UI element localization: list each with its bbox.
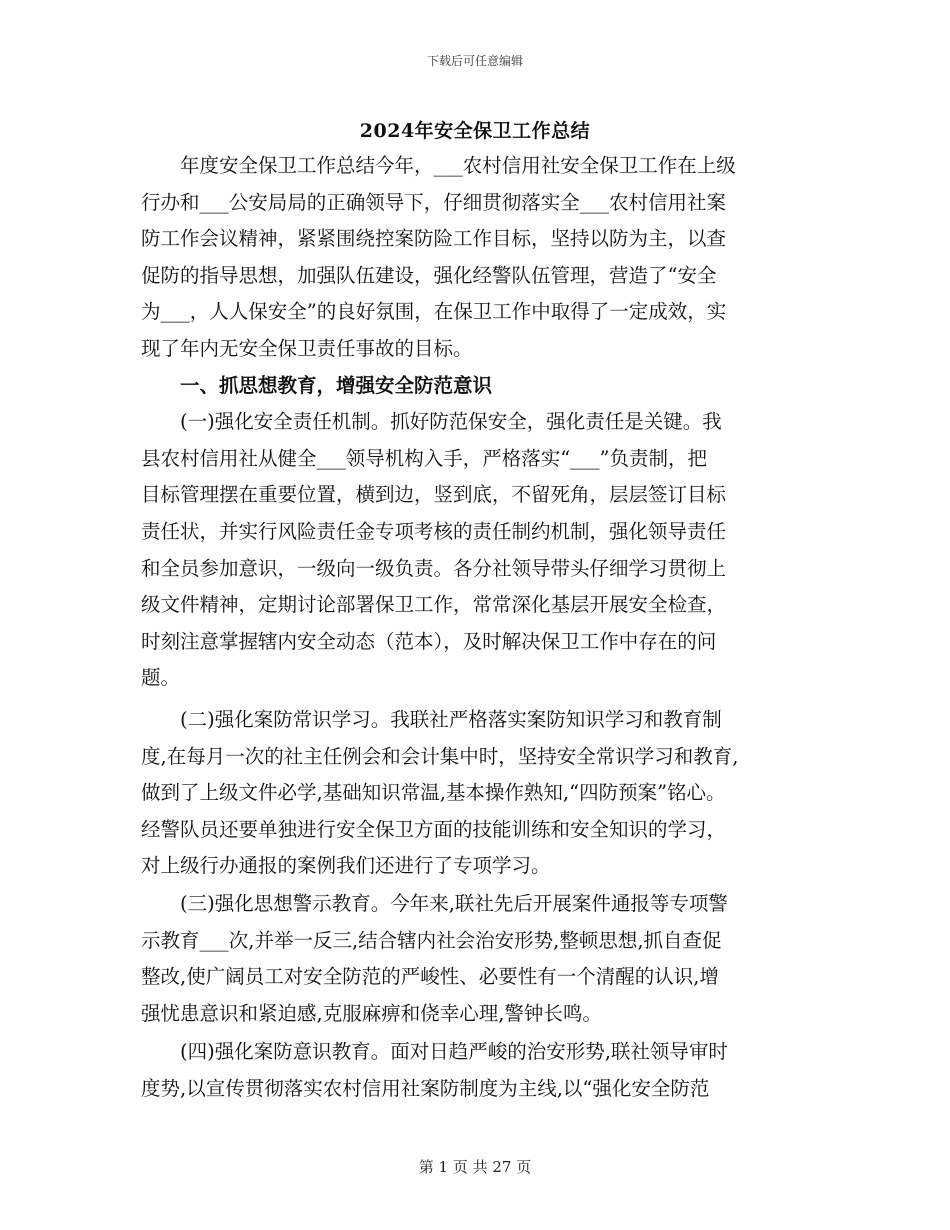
text-line: 级文件精神，定期讨论部署保卫工作，常常深化基层开展安全检查， [141, 593, 727, 617]
body-block-3 [141, 886, 811, 1032]
text-line: 整改,使广阔员工对安全防范的严峻性、必要性有一个清醒的认识,增 [141, 965, 719, 989]
text-line: 促防的指导思想，加强队伍建设，强化经警队伍管理，营造了“安全 [141, 263, 717, 287]
body-block-2 [141, 702, 811, 885]
body-block-1 [141, 148, 811, 697]
text-line: (二)强化案防常识学习。我联社严格落实案防知识学习和教育制 [141, 708, 722, 731]
text-line: 示教育___次,并举一反三,结合辖内社会治安形势,整顿思想,抓自查促 [141, 928, 722, 952]
text-line: (四)强化案防意识教育。面对日趋严峻的治安形势,联社领导审时 [141, 1040, 728, 1063]
text-line: 防工作会议精神，紧紧围绕控案防险工作目标，坚持以防为主，以查 [141, 227, 727, 251]
text-line: 责任状，并实行风险责任金专项考核的责任制约机制，强化领导责任 [141, 519, 727, 543]
text-line: (一)强化安全责任机制。抓好防范保安全，强化责任是关键。我 [141, 410, 722, 434]
text-line: 行办和___公安局局的正确领导下，仔细贯彻落实全___农村信用社案 [141, 190, 727, 214]
text-line: 为___，人人保安全”的良好氛围，在保卫工作中取得了一定成效，实 [141, 300, 727, 324]
text-line: (三)强化思想警示教育。今年来,联社先后开展案件通报等专项警 [141, 892, 728, 915]
page-footer: 第 1 页 共 27 页 [418, 1158, 532, 1176]
page-header: 下载后可任意编辑 [426, 54, 523, 68]
text-line: 题。 [141, 666, 181, 690]
section-heading: 一、抓思想教育，增强安全防范意识 [141, 373, 493, 397]
text-line: 度势,以宣传贯彻落实农村信用社案防制度为主线,以“强化安全防范 [141, 1076, 710, 1100]
text-line: 目标管理摆在重要位置，横到边，竖到底，不留死角，层层签订目标 [141, 483, 727, 507]
text-line: 年度安全保卫工作总结今年，___农村信用社安全保卫工作在上级 [141, 154, 736, 177]
text-line: 现了年内无安全保卫责任事故的目标。 [141, 336, 473, 360]
document-title: 2024年安全保卫工作总结 [359, 120, 591, 142]
text-line: 时刻注意掌握辖内安全动态（范本），及时解决保卫工作中存在的问 [141, 629, 717, 653]
text-line: 做到了上级文件必学,基础知识常温,基本操作熟知,“四防预案”铭心。 [141, 781, 726, 805]
text-line: 经警队员还要单独进行安全保卫方面的技能训练和安全知识的学习， [141, 817, 727, 841]
text-line: 县农村信用社从健全___领导机构入手，严格落实“___”负责制，把 [141, 446, 707, 470]
body-block-4 [141, 1034, 811, 1107]
text-line: 和全员参加意识，一级向一级负责。各分社领导带头仔细学习贯彻上 [141, 556, 727, 580]
text-line: 强忧患意识和紧迫感,克服麻痹和侥幸心理,警钟长鸣。 [141, 1001, 602, 1025]
text-line: 度,在每月一次的社主任例会和会计集中时，坚持安全常识学习和教育, [141, 744, 739, 768]
text-line: 对上级行办通报的案例我们还进行了专项学习。 [141, 854, 551, 878]
